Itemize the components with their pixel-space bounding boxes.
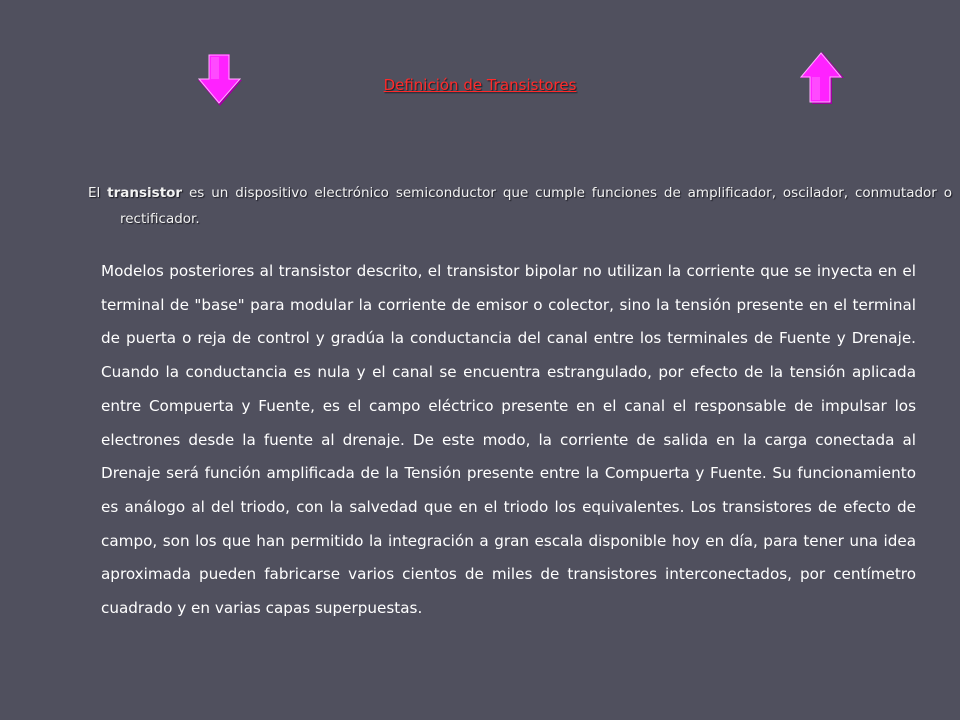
- intro-term: transistor: [107, 185, 183, 201]
- intro-paragraph: [88, 180, 952, 232]
- intro-rest: es un dispositivo electrónico semiconductor que cumple funciones de amplificador, oscilador, conmutador o rectificador.: [120, 185, 952, 227]
- intro-prefix: El: [88, 185, 108, 201]
- slide-title: Definición de Transistores: [383, 76, 577, 94]
- body-paragraph: Modelos posteriores al transistor descrito, el transistor bipolar no utilizan la corriente que se inyecta en el terminal de "base" para modular la corriente de emisor o colector, sino la tensión presente en el terminal de puerta o reja de control y gradúa la conductancia del canal entre los terminales de Fuente y Drenaje. Cuando la conductancia es nula y el canal se encuentra estrangulado, por efecto de la tensión aplicada entre Compuerta y Fuente, es el campo eléctrico presente en el canal el responsable de impulsar los electrones desde la fuente al drenaje. De este modo, la corriente de salida en la carga conectada al Drenaje será función amplificada de la Tensión presente entre la Compuerta y Fuente. Su funcionamiento es análogo al del triodo, con la salvedad que en el triodo los equivalentes. Los transistores de efecto de campo, son los que han permitido la integración a gran escala disponible hoy en día, para tener una idea aproximada pueden fabricarse varios cientos de miles de transistores interconectados, por centímetro cuadrado y en varias capas superpuestas.: [101, 262, 916, 618]
